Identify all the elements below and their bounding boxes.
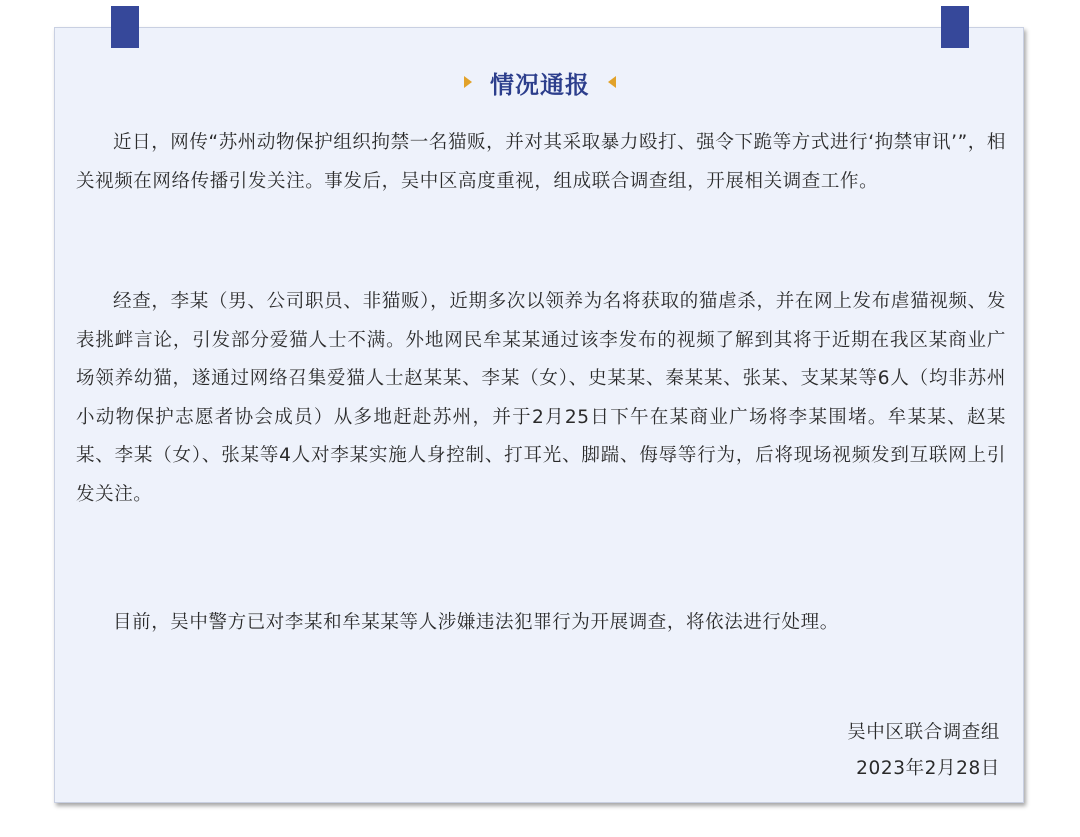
paragraph-intro: 近日，网传“苏州动物保护组织拘禁一名猫贩，并对其采取暴力殴打、强令下跪等方式进行‘拘禁审讯’”，相关视频在网络传播引发关注。事发后，吴中区高度重视，组成联合调查组，开展相关调查工作。: [76, 132, 1006, 192]
signature-organization: 吴中区联合调查组: [847, 722, 1000, 743]
paragraph-conclusion: 目前，吴中警方已对李某和牟某某等人涉嫌违法犯罪行为开展调查，将依法进行处理。: [113, 612, 839, 633]
notice-title: 情况通报: [490, 70, 590, 99]
title-left-arrow-icon: [464, 76, 472, 88]
title-right-arrow-icon: [608, 76, 616, 88]
title-row: [0, 62, 1080, 102]
left-corner-tab: [111, 6, 139, 48]
paragraph-findings: 经查，李某（男、公司职员、非猫贩），近期多次以领养为名将获取的猫虐杀，并在网上发布虐猫视频、发表挑衅言论，引发部分爱猫人士不满。外地网民牟某某通过该李发布的视频了解到其将于近期在我区某商业广场领养幼猫，遂通过网络召集爱猫人士赵某某、李某（女）、史某某、秦某某、张某、支某某等6人（均非苏州小动物保护志愿者协会成员）从多地赶赴苏州，并于2月25日下午在某商业广场将李某围堵。牟某某、赵某某、李某（女）、张某等4人对李某实施人身控制、打耳光、脚踹、侮辱等行为，后将现场视频发到互联网上引发关注。: [76, 291, 1006, 505]
right-corner-tab: [941, 6, 969, 48]
signature-date: 2023年2月28日: [856, 758, 1000, 779]
